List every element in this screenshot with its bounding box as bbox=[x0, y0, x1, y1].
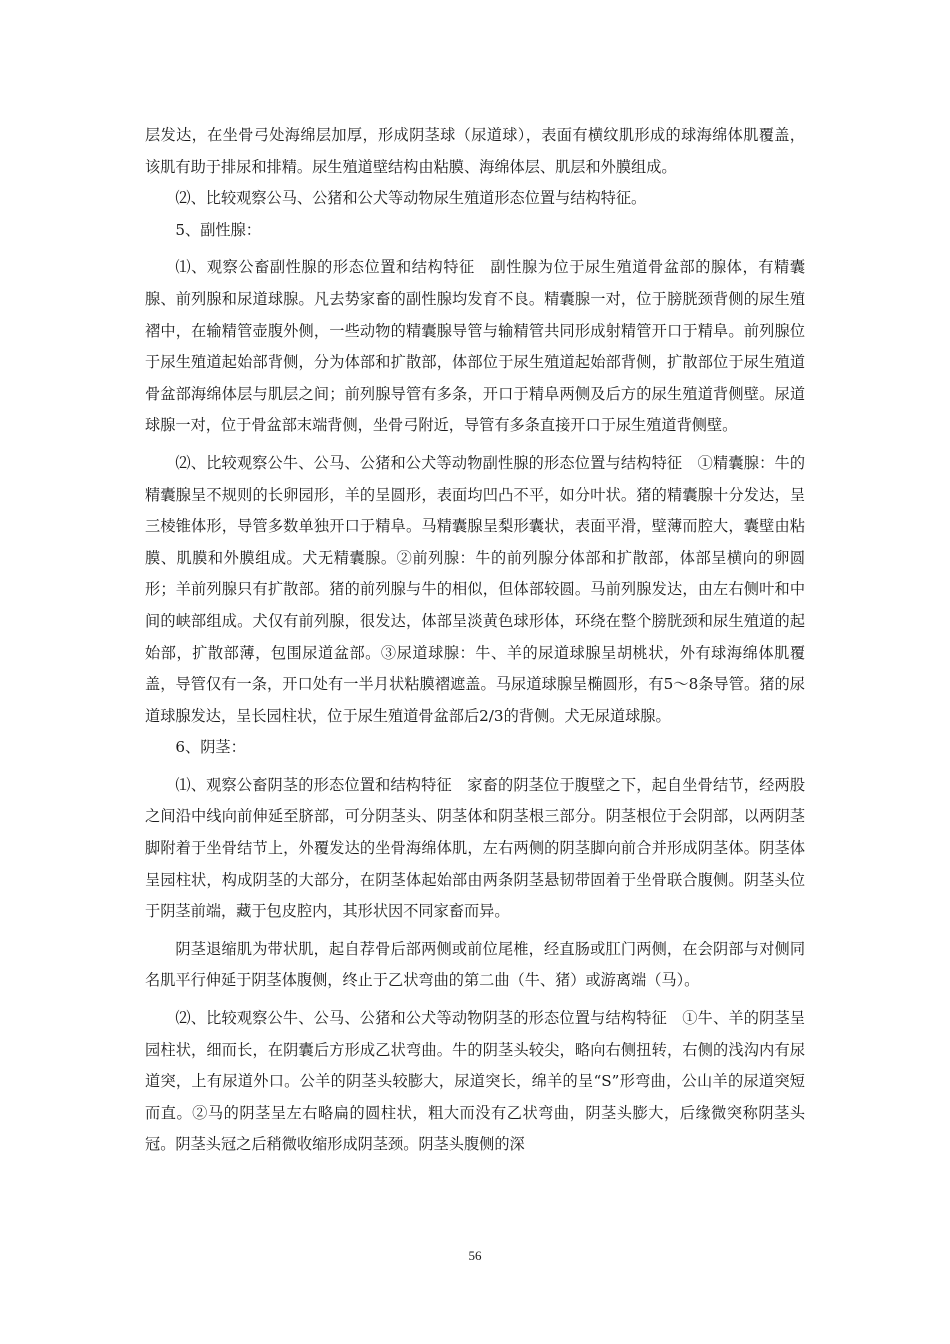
paragraph-observe-penis: ⑴、观察公畜阴茎的形态位置和结构特征 家畜的阴茎位于腹壁之下，起自坐骨结节，经两股之间沿中线向前伸延至脐部，可分阴茎头、阴茎体和阴茎根三部分。阴茎根位于会阴部，以两阴茎脚附着于坐骨结节上，外覆发达的坐骨海绵体肌，左右两侧的阴茎脚向前合并形成阴茎体。阴茎体呈园柱状，构成阴茎的大部分，在阴茎体起始部由两条阴茎悬韧带固着于坐骨联合腹侧。阴茎头位于阴茎前端，藏于包皮腔内，其形状因不同家畜而异。 bbox=[145, 775, 805, 921]
paragraph-compare-penis: ⑵、比较观察公牛、公马、公猪和公犬等动物阴茎的形态位置与结构特征 ①牛、羊的阴茎呈园柱状，细而长，在阴囊后方形成乙状弯曲。牛的阴茎头较尖，略向右侧扭转，右侧的浅沟内有尿道突，上有尿道外口。公羊的阴茎头较膨大，尿道突长，绵羊的呈“S”形弯曲，公山羊的尿道突短而直。②马的阴茎呈左右略扁的圆柱状，粗大而没有乙状弯曲，阴茎头膨大，后缘微突称阴茎头冠。阴茎头冠之后稍微收缩形成阴茎颈。阴茎头腹侧的深 bbox=[145, 1009, 805, 1154]
page-number: 56 bbox=[468, 1248, 482, 1263]
section-heading-penis: 6、阴茎： bbox=[175, 738, 246, 757]
section-heading-accessory-glands: 5、副性腺： bbox=[175, 220, 261, 239]
paragraph-urogenital-wall: 层发达，在坐骨弓处海绵层加厚，形成阴茎球（尿道球），表面有横纹肌形成的球海绵体肌覆盖，该肌有助于排尿和排精。尿生殖道壁结构由粘膜、海绵体层、肌层和外膜组成。 bbox=[145, 126, 805, 176]
document-body bbox=[145, 120, 805, 1161]
paragraph-observe-accessory-glands: ⑴、观察公畜副性腺的形态位置和结构特征 副性腺为位于尿生殖道骨盆部的腺体，有精囊腺、前列腺和尿道球腺。凡去势家畜的副性腺均发育不良。精囊腺一对，位于膀胱颈背侧的尿生殖褶中，在输精管壶腹外侧，一些动物的精囊腺导管与输精管共同形成射精管开口于精阜。前列腺位于尿生殖道起始部背侧，分为体部和扩散部，体部位于尿生殖道起始部背侧，扩散部位于尿生殖道骨盆部海绵体层与肌层之间；前列腺导管有多条，开口于精阜两侧及后方的尿生殖道背侧壁。尿道球腺一对，位于骨盆部末端背侧，坐骨弓附近，导管有多条直接开口于尿生殖道背侧壁。 bbox=[145, 258, 805, 435]
paragraph-retractor-muscle: 阴茎退缩肌为带状肌，起自荐骨后部两侧或前位尾椎，经直肠或肛门两侧，在会阴部与对侧同名肌平行伸延于阴茎体腹侧，终止于乙状弯曲的第二曲（牛、猪）或游离端（马）。 bbox=[145, 939, 805, 990]
paragraph-compare-accessory-glands: ⑵、比较观察公牛、公马、公猪和公犬等动物副性腺的形态位置与结构特征 ①精囊腺：牛的精囊腺呈不规则的长卵园形，羊的呈圆形，表面均凹凸不平，如分叶状。猪的精囊腺十分发达，呈三棱锥体形，导管多数单独开口于精阜。马精囊腺呈梨形囊状，表面平滑，壁薄而腔大，囊壁由粘膜、肌膜和外膜组成。犬无精囊腺。②前列腺：牛的前列腺分体部和扩散部，体部呈横向的卵圆形；羊前列腺只有扩散部。猪的前列腺与牛的相似，但体部较圆。马前列腺发达，由左右侧叶和中间的峡部组成。犬仅有前列腺，很发达，体部呈淡黄色球形体，环绕在整个膀胱颈和尿生殖道的起始部，扩散部薄，包围尿道盆部。③尿道球腺：牛、羊的尿道球腺呈胡桃状，外有球海绵体肌覆盖，导管仅有一条，开口处有一半月状粘膜褶遮盖。马尿道球腺呈椭圆形，有5～8条导管。猪的尿道球腺发达，呈长园柱状，位于尿生殖道骨盆部后2/3的背侧。犬无尿道球腺。 bbox=[145, 453, 805, 725]
paragraph-compare-urogenital: ⑵、比较观察公马、公猪和公犬等动物尿生殖道形态位置与结构特征。 bbox=[175, 189, 647, 208]
